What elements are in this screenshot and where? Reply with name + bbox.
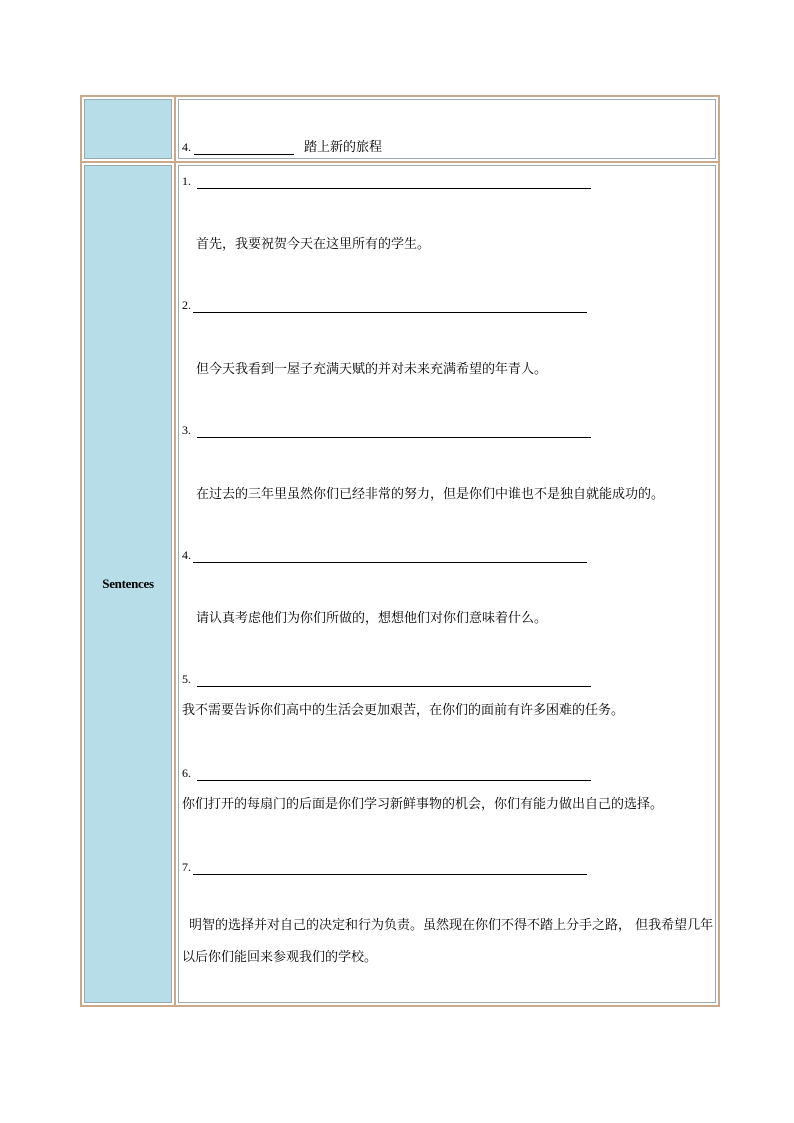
sentence-number: 6. — [182, 766, 191, 780]
item-number: 4. — [182, 140, 191, 154]
table-row-top — [82, 97, 718, 163]
table-row-sentences — [82, 163, 718, 1005]
sentence-text: 首先，我要祝贺今天在这里所有的学生。 — [196, 237, 431, 252]
content-cell-top — [178, 99, 716, 159]
row-label: Sentences — [102, 576, 154, 591]
label-cell-sentences — [84, 165, 172, 1003]
sentence-number: 4. — [182, 548, 191, 562]
answer-blank[interactable] — [197, 780, 591, 781]
answer-blank[interactable] — [197, 188, 591, 189]
sentence-number: 5. — [182, 672, 191, 686]
answer-blank[interactable] — [194, 154, 294, 155]
worksheet-table — [80, 95, 720, 1007]
item-text: 踏上新的旅程 — [304, 140, 383, 155]
content-cell-sentences — [178, 165, 716, 1003]
sentence-text: 但今天我看到一屋子充满天赋的并对未来充满希望的年青人。 — [196, 362, 548, 377]
sentence-text: 请认真考虑他们为你们所做的，想想他们对你们意味着什么。 — [196, 611, 548, 626]
answer-blank[interactable] — [193, 874, 587, 875]
column-divider — [174, 163, 176, 1005]
sentence-text: 在过去的三年里虽然你们已经非常的努力，但是你们中谁也不是独自就能成功的。 — [196, 487, 665, 502]
sentence-text: 明智的选择并对自己的决定和行为负责。虽然现在你们不得不踏上分手之路， 但我希望几年以后你们能回来参观我们的学校。 — [182, 918, 714, 965]
answer-blank[interactable] — [193, 562, 587, 563]
answer-blank[interactable] — [197, 437, 591, 438]
sentence-number: 1. — [182, 174, 191, 188]
label-cell-empty — [84, 99, 172, 159]
answer-blank[interactable] — [193, 312, 587, 313]
sentence-text: 我不需要告诉你们高中的生活会更加艰苦，在你们的面前有许多困难的任务。 — [182, 703, 625, 718]
sentence-number: 7. — [182, 860, 191, 874]
sentence-number: 2. — [182, 298, 191, 312]
column-divider — [174, 97, 176, 161]
sentence-number: 3. — [182, 423, 191, 437]
sentence-text: 你们打开的每扇门的后面是你们学习新鲜事物的机会，你们有能力做出自己的选择。 — [182, 797, 664, 812]
answer-blank[interactable] — [197, 686, 591, 687]
